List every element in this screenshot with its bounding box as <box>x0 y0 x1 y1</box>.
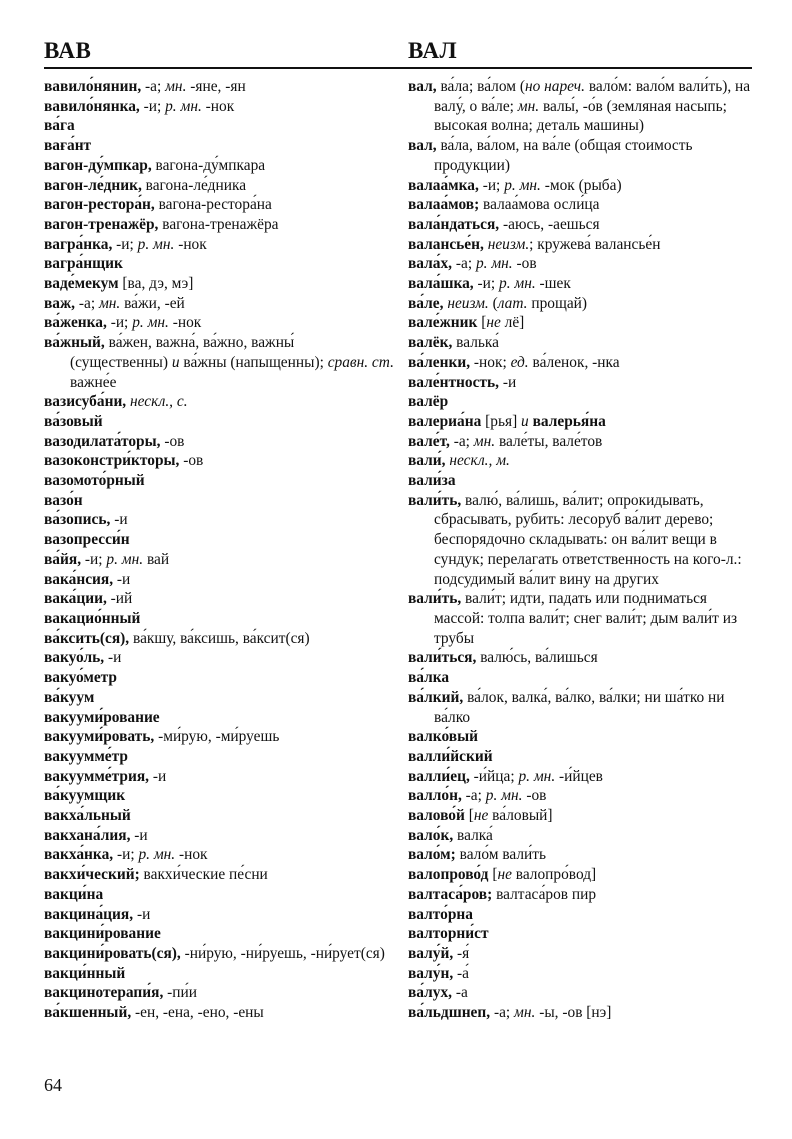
dictionary-entry: вакци́на <box>44 885 104 903</box>
dictionary-entry: валово́й [не ва́ловый] <box>408 807 553 825</box>
dictionary-entry: вака́ции, -ий <box>44 590 133 608</box>
dictionary-entry: вавило́нянин, -а; мн. -яне, -ян <box>44 78 246 95</box>
dictionary-entry: ва́зовый <box>44 412 103 430</box>
dictionary-entry: вали́за <box>408 472 456 490</box>
dictionary-entry: вакхана́лия, -и <box>44 826 148 844</box>
dictionary-entry: вакха́льный <box>44 807 131 825</box>
dictionary-entry: вала́ндаться, -аюсь, -аешься <box>408 215 600 233</box>
dictionary-entry: вазо́н <box>44 491 83 509</box>
dictionary-entry: вакуо́ль, -и <box>44 649 122 667</box>
dictionary-entry: ва́йя, -и; р. мн. вай <box>44 550 170 568</box>
dictionary-entry: вазодилата́торы, -ов <box>44 432 185 450</box>
dictionary-entry: ва́зопись, -и <box>44 511 128 529</box>
dictionary-entry: вакууми́рование <box>44 708 160 726</box>
dictionary-entry: ва́жный, ва́жен, важна́, ва́жно, важны́ (существенны) и ва́жны (напыщенны); сравн. ст. важне́е <box>44 334 394 391</box>
dictionary-entry: вакуумме́тр <box>44 747 128 765</box>
dictionary-entry: валёк, валька́ <box>408 334 499 352</box>
dictionary-entry: важ, -а; мн. ва́жи, -ей <box>44 294 185 312</box>
dictionary-entry: вакацио́нный <box>44 609 141 627</box>
dictionary-entry: вазоконстри́кторы, -ов <box>44 452 204 470</box>
dictionary-entry: вакуумме́трия, -и <box>44 767 167 785</box>
dictionary-entry: валу́н, -а́ <box>408 964 469 982</box>
dictionary-entry: вакцини́ровать(ся), -ни́рую, -ни́руешь, -ни́рует(ся) <box>44 944 385 962</box>
page-number: 64 <box>44 1075 62 1095</box>
dictionary-entry: валопрово́д [не валопро́вод] <box>408 866 597 884</box>
dictionary-entry: ва́льдшнеп, -а; мн. -ы, -ов [нэ] <box>408 1004 612 1022</box>
left-column <box>44 77 396 1023</box>
dictionary-entry: вака́нсия, -и <box>44 570 131 588</box>
dictionary-entry: валли́йский <box>408 747 493 765</box>
dictionary-entry: валли́ец, -и́йца; р. мн. -и́йцев <box>408 767 603 785</box>
dictionary-entry: валериа́на [рья] и валерья́на <box>408 412 606 430</box>
dictionary-entry: вакха́нка, -и; р. мн. -нок <box>44 846 208 864</box>
right-column <box>408 77 752 1023</box>
dictionary-entry: вали́ться, валю́сь, ва́лишься <box>408 649 598 667</box>
dictionary-entry: ва́лкий, ва́лок, валка́, ва́лко, ва́лки; ни ша́тко ни ва́лко <box>408 688 725 726</box>
dictionary-entry: вакхи́ческий; вакхи́ческие пе́сни <box>44 866 268 884</box>
dictionary-entry: ва́женка, -и; р. мн. -нок <box>44 314 202 332</box>
dictionary-entry: ва́куум <box>44 688 95 706</box>
header-rule <box>44 67 752 69</box>
page-header <box>44 38 752 68</box>
dictionary-entry: валтаса́ров; валтаса́ров пир <box>408 885 597 903</box>
dictionary-entry: валко́вый <box>408 728 478 746</box>
dictionary-entry: вакууми́ровать, -ми́рую, -ми́руешь <box>44 728 280 746</box>
dictionary-entry: вакцина́ция, -и <box>44 905 151 923</box>
dictionary-entry: вала́х, -а; р. мн. -ов <box>408 255 537 273</box>
running-head-left: ВАВ <box>44 38 92 63</box>
dictionary-entry: вагон-ду́мпкар, вагона-ду́мпкара <box>44 156 266 174</box>
dictionary-entry: ваде́мекум [ва, дэ, мэ] <box>44 275 194 293</box>
dictionary-entry: вакцини́рование <box>44 925 161 943</box>
dictionary-entry: вавило́нянка, -и; р. мн. -нок <box>44 97 235 115</box>
dictionary-entry: ва́га <box>44 117 75 135</box>
dictionary-entry: вале́жник [не лё] <box>408 314 525 332</box>
dictionary-entry: вале́т, -а; мн. вале́ты, вале́тов <box>408 432 603 450</box>
dictionary-entry: ва́куумщик <box>44 787 126 805</box>
dictionary-entry: вакцинотерапи́я, -пи́и <box>44 984 198 1002</box>
dictionary-entry: вали́ть, вали́т; идти, падать или подниматься массой: толпа вали́т; снег вали́т; дым вали́т из трубы <box>408 590 738 647</box>
dictionary-entry: валёр <box>408 393 449 411</box>
dictionary-entry: валторни́ст <box>408 925 489 943</box>
dictionary-entry: вагон-тренажёр, вагона-тренажёра <box>44 215 279 233</box>
dictionary-entry: валло́н, -а; р. мн. -ов <box>408 787 547 805</box>
dictionary-entry: вагра́нщик <box>44 255 123 273</box>
dictionary-entry: вало́м; вало́м вали́ть <box>408 846 547 864</box>
dictionary-entry: вагон-рестора́н, вагона-рестора́на <box>44 196 272 214</box>
dictionary-entry: вали́ть, валю́, ва́лишь, ва́лит; опрокидывать, сбрасывать, рубить: лесоруб ва́лит дерево; беспорядочно складывать: он ва́лит вещи в сундук; перелагать ответственность на кого-л.: подсудимый ва́лит вину на других <box>408 491 742 588</box>
dictionary-entry: вазопресси́н <box>44 531 130 549</box>
dictionary-entry: вали́, нескл., м. <box>408 452 510 470</box>
dictionary-entry: вало́к, валка́ <box>408 826 493 844</box>
dictionary-entry: ва́ленки, -нок; ед. ва́ленок, -нка <box>408 353 620 371</box>
dictionary-entry: вал, ва́ла; ва́лом (но нареч. вало́м: вало́м вали́ть), на валу́, о ва́ле; мн. валы́, -о́в (земляная насыпь; высокая волна; деталь машины) <box>408 78 751 135</box>
dictionary-entry: валу́й, -я́ <box>408 944 470 962</box>
dictionary-entry: валансье́н, неизм.; кружева́ валансье́н <box>408 235 661 253</box>
running-head-right: ВАЛ <box>408 38 458 63</box>
dictionary-entry: ва́ле, неизм. (лат. прощай) <box>408 294 588 312</box>
dictionary-entry: вал, ва́ла, ва́лом, на ва́ле (общая стоимость продукции) <box>408 137 693 174</box>
dictionary-entry: ва́лух, -а <box>408 984 468 1002</box>
dictionary-entry: вала́шка, -и; р. мн. -шек <box>408 275 571 293</box>
dictionary-entry: ва́кшенный, -ен, -ена, -ено, -ены <box>44 1004 264 1022</box>
dictionary-entry: вагон-ле́дник, вагона-ле́дника <box>44 176 247 194</box>
dictionary-entry: вазисуба́ни, нескл., с. <box>44 393 188 411</box>
dictionary-entry: вазомото́рный <box>44 472 145 490</box>
dictionary-entry: валаа́мов; валаа́мова осли́ца <box>408 196 600 214</box>
dictionary-entry: ва́ксить(ся), ва́кшу, ва́ксишь, ва́ксит(ся) <box>44 629 310 647</box>
dictionary-entry: вакци́нный <box>44 964 126 982</box>
dictionary-entry: вакуо́метр <box>44 669 117 687</box>
dictionary-entry: валаа́мка, -и; р. мн. -мок (рыба) <box>408 176 622 194</box>
dictionary-entry: ва́лка <box>408 669 450 687</box>
dictionary-entry: вале́нтность, -и <box>408 373 517 391</box>
dictionary-entry: ваға́нт <box>44 137 92 155</box>
dictionary-entry: вагра́нка, -и; р. мн. -нок <box>44 235 207 253</box>
dictionary-entry: валто́рна <box>408 905 473 923</box>
